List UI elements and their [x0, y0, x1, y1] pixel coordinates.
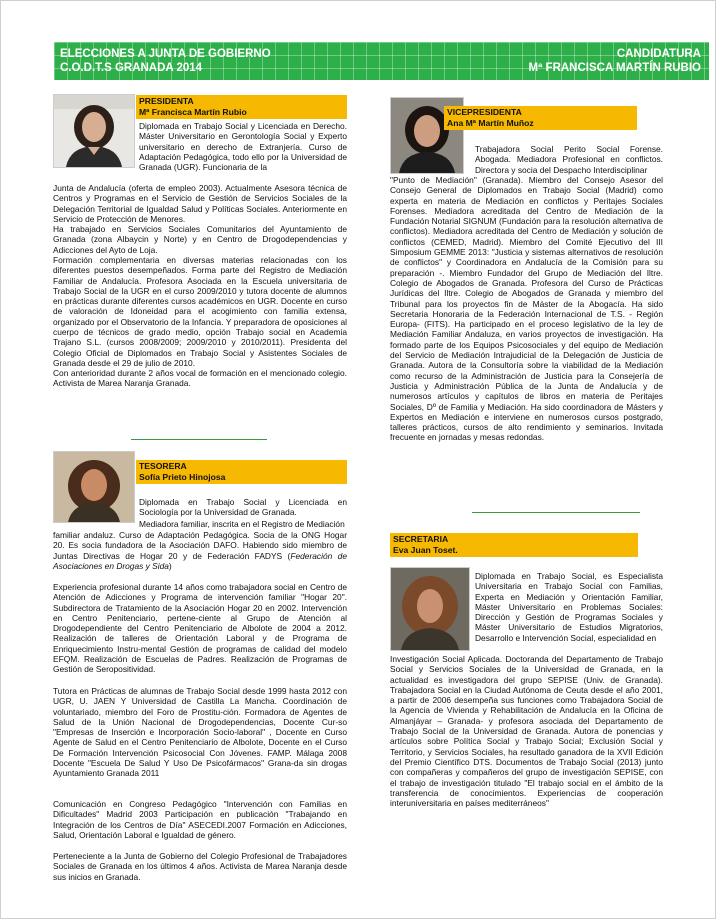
- vicepresidenta-label: [444, 106, 637, 130]
- presidenta-bio-activism: Con anterioridad durante 2 años vocal de formación en el mencionado colegio. Activista de Marea Naranja Granada.: [53, 368, 347, 389]
- secretaria-label: [390, 533, 638, 557]
- tesorera-bio-activism: Perteneciente a la Junta de Gobierno del Colegio Profesional de Trabajadores Sociales de Granada en los últimos 4 años. Activista de Marea Naranja desde sus inicios en Granada.: [53, 851, 347, 882]
- tesorera-bio-publications: Comunicación en Congreso Pedagógico "Intervención con Familias en Dificultades" Madrid 2003 Participación en publicación "Trabajando en Integración de los Centros de Día" ASECEDI.2007 Formación en Adicciones, Salud, Orientación Laboral e Igualdad de género.: [53, 799, 347, 840]
- secretaria-role: SECRETARIA: [393, 534, 449, 544]
- presidenta-bio-training: Formación complementaria en diversas materias relacionadas con los diferentes puestos desempeñados. Forma parte del Registro de Mediación Familiar de Andalucía. Profesora Asociada en la Escuela universitaria de Trabajo Social de la UGR en el curso 2009/2010 y tutora docente de alumnos en prácticas durante diferentes cursos académicos en UGR. Docente en curso de valoración de Idoneidad para el acogimiento con familia extensa, organizado por el Observatorio de la Infancia. Y preparadora de oposiciones al cuerpo de técnicos de grado medio, opción Trabajo social en Academia Trajano S.L. (cursos 2008/2009; 2009/2010 y 2010/2011). Presidenta del Colegio Oficial de Diplomados en Trabajo Social y Asistentes Sociales de Granada desde el 29 de julio de 2010.: [53, 255, 347, 368]
- presidenta-photo: [53, 94, 135, 168]
- tesorera-name: Sofía Prieto Hinojosa: [139, 472, 226, 482]
- election-title: ELECCIONES A JUNTA DE GOBIERNO C.O.D.T.S GRANADA 2014: [60, 48, 271, 74]
- tesorera-bio-associations: familiar andaluz. Curso de Adaptación Pedagógica. Socia de la ONG Hogar 20. Es socia fundadora de la Asociación DAFO. Habiendo sido miembro de Juntas Directivas de Hogar 20 y de Federación FADYS (Federación de Asociaciones en Drogas y Sida): [53, 530, 347, 571]
- presidenta-label: [136, 95, 347, 119]
- vicepresidenta-name: Ana Mª Martín Muñoz: [447, 118, 534, 128]
- tesorera-bio-experience: Experiencia profesional durante 14 años como trabajadora social en Centro de Atención de Adicciones y Programa de intervención familiar "Hogar 20". Subdirectora de Tratamiento de la Asociación Hogar 20 en 2002. Intervención en Centro Penitenciario, pertene-ciente al Grupo de Atención al Drogodependiente del Centro Penitenciario de Albolote de 2004 a 2012. Realización de talleres de Orientación Laboral y de Programa de Enriquecimiento Instru-mental Gestión de programas de calidad del modelo EFQM. Realización de Escuelas de Padres. Realización de Programas de Gestión de Seropositividad.: [53, 582, 347, 675]
- tesorera-bio-mediation: Mediadora familiar, inscrita en el Registro de Mediación: [139, 519, 345, 529]
- section-divider: [472, 512, 640, 513]
- candidacy-title: CANDIDATURA Mª FRANCISCA MARTÍN RUBIO: [528, 48, 701, 74]
- header-banner: [54, 42, 709, 80]
- tesorera-photo: [53, 451, 135, 523]
- secretaria-photo: [390, 567, 470, 651]
- secretaria-bio-intro: Diplomada en Trabajo Social, es Especialista Universitaria en Trabajo Social con Familias, Experta en Mediación y Orientación Familiar, Máster Universitario en Problemas Sociales: Dirección y Gestión de Programas Sociales y Máster Universitario de Estudios Migratorios, Desarrollo e Intervención Social, especialidad en: [475, 571, 663, 643]
- presidenta-role: PRESIDENTA: [139, 96, 194, 106]
- presidenta-bio-intro: Diplomada en Trabajo Social y Licenciada en Derecho. Máster Universitario en Gerontología Social y Experto universitario en derecho de Extranjería. Curso de Adaptación Pedagógica, todo ello por la Universidad de Granada (UGR). Funcionaria de la: [139, 121, 347, 173]
- secretaria-name: Eva Juan Toset.: [393, 545, 458, 555]
- section-divider: [131, 439, 267, 440]
- tesorera-role: TESORERA: [139, 461, 187, 471]
- tesorera-bio-tutoring: Tutora en Prácticas de alumnas de Trabajo Social desde 1999 hasta 2012 con UGR, U. JAEN Y Universidad de Castilla La Mancha. Coordinación de voluntariado, miembro del Foro de Prostitu-ción. Formadora de Agentes de Salud de la Unión Nacional de Drogodependencias, Docente Cur-so "Empresas de Inserción e Incorporación Socio-laboral" , Docente en Curso Agente de Salud en el Centro Penitenciario de Albolote, Docente en el Curso De Formación Intervención Psicosocial Con Jóvenes. FAMP. Málaga 2008 Docente "Escuela De Salud Y Uso De Psicofármacos" Grana-da sin drogas Ayuntamiento Granada 2011: [53, 686, 347, 779]
- vicepresidenta-bio-career: "Punto de Mediación" (Granada). Miembro del Consejo Asesor del Consejo General de Diplomados en Trabajo Social (Madrid) como experta en materia de Mediación en conflictos y Peritajes Sociales Forenses. Mediadora acreditada del Centro de Mediación de la Fundación Notarial SIGNUM (Fundación para la resolución alternativa de conflictos). Mediadora acreditada del Centro de Mediación y solución de conflictos (CEMED, Madrid). Miembro del Comité Ejecutivo del III Simposium GEMME 2013: "Justicia y sistemas alternativos de resolución de conflictos" y Coordinadora en Andalucía de la Comisión para su preparación -. Miembro Fundador del Grupo de Mediación del Iltre. Colegio de Abogados de Granada. Profesora del Curso de Prácticas Jurídicas del Iltre. Colegio de Abogados de Granada y miembro del Tribunal para los proyectos fin de Máster de la Abogacía. Ha sido Secretaria Honoraria de la Federación Internacional de T.S. - Región Europa- (FITS). Ha participado en el proceso legislativo de la ley de Mediación Familiar Andaluza, en varios proyectos de investigación. Ha formado parte de los Equipos Psicosociales y del equipo de Mediación del Servicio de Mediación Intrajudicial de la Delegación de Justicia de Granada. Autora de la Consultoría sobre la viabilidad de la Mediación como recurso de la Administración de Justicia para la Consejería de Justicia y Administración Pública de la Junta de Andalucía y de numerosos artículos y capítulos de libros en materia de Peritajes Sociales, Dº de Familia y Mediación. Ha sido coordinadora de Másters y Expertos en Mediación e interviene en numerosos cursos postgrado, talleres prácticos, cursos de alto rendimiento y seminarios. Invitada frecuente en jornadas y mesas redondas.: [390, 175, 663, 443]
- tesorera-label: [136, 460, 347, 484]
- vicepresidenta-role: VICEPRESIDENTA: [447, 107, 522, 117]
- presidenta-name: Mª Francisca Martín Rubio: [139, 107, 247, 117]
- presidenta-bio-employment: Junta de Andalucía (oferta de empleo 2003). Actualmente Asesora técnica de Centros y Programas en el Servicio de Gestión de Servicios Sociales de la Delegación Territorial de Igualdad Salud y Políticas Sociales. Anteriormente en Servicio de Protección de Menores.: [53, 183, 347, 224]
- secretaria-bio-career: Investigación Social Aplicada. Doctoranda del Departamento de Trabajo Social y Servicios Sociales de la Universidad de Granada, en la actualidad es investigadora del grupo SEPISE (Univ. de Granada). Trabajadora Social en la Ciudad Autónoma de Ceuta desde el año 2001, a partir de 2006 desempeña sus funciones como Trabajadora Social de la Agencia de Vivienda y Rehabilitación de Andalucía en la Oficina de Almanjáyar – Granada- y profesora asociada del Departamento de Trabajo Social de la Universidad de Granada. Autora de ponencias y artículos sobre Política Social y Trabajo Social; Exclusión Social y Territorio, y Servicios Sociales, ha resultado ganadora de la XVII Edición del Premio Científico DTS. Documentos de Trabajo Social (2013) junto con compañeras y compañeros del grupo de investigación SEPISE, con el trabajo de investigación titulado "El trabajo social en el ámbito de la transferencia de conocimientos. Experiencias de cooperación interuniversitaria en países mediterráneos": [390, 654, 663, 809]
- vicepresidenta-bio-intro: Trabajadora Social Perito Social Forense. Abogada. Mediadora Profesional en conflictos. Directora y socia del Despacho Interdisciplinar: [475, 144, 663, 175]
- tesorera-bio-intro: Diplomada en Trabajo Social y Licenciada en Sociología por la Universidad de Granada.: [139, 497, 347, 518]
- presidenta-bio-services: Ha trabajado en Servicios Sociales Comunitarios del Ayuntamiento de Granada (zona Albaycin y Norte) y en Centro de Drogodependencias y Adicciones del Ayto de Loja.: [53, 224, 347, 255]
